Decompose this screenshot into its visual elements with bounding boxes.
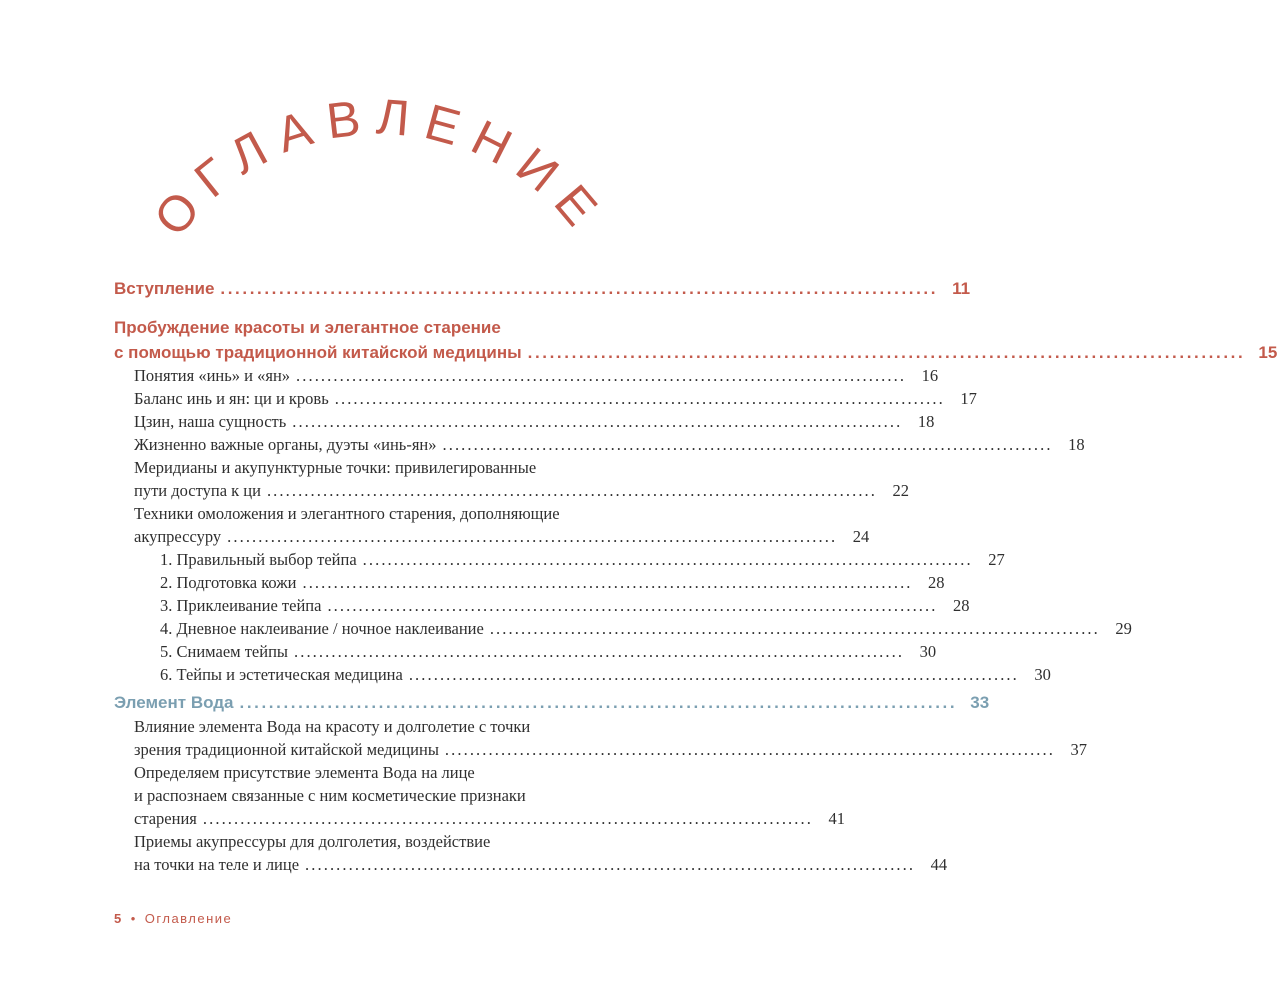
toc-page: 33	[970, 693, 990, 712]
toc-page: 30	[1034, 665, 1051, 684]
toc-leader: ..................................................................................................	[362, 550, 973, 569]
toc-label: Элемент Вода	[114, 693, 234, 712]
toc-item[interactable]	[134, 366, 939, 386]
toc-leader: ..................................................................................................	[334, 389, 945, 408]
toc-leader: ..................................................................................................	[442, 435, 1053, 454]
toc-leader: ..................................................................................................	[327, 596, 938, 615]
toc-item[interactable]	[134, 481, 910, 501]
toc-label: 5. Снимаем тейпы	[160, 642, 288, 661]
toc-section-water[interactable]	[114, 693, 990, 713]
toc-leader: ..................................................................................................	[305, 855, 916, 874]
footer-page-number: 5	[114, 911, 123, 926]
toc-label: Баланс инь и ян: ци и кровь	[134, 389, 329, 408]
toc-label: 4. Дневное наклеивание / ночное наклеивание	[160, 619, 484, 638]
toc-label: Вступление	[114, 279, 215, 298]
page-title	[0, 0, 759, 260]
toc-subitem[interactable]	[160, 596, 970, 616]
toc-label: зрения традиционной китайской медицины	[134, 740, 439, 759]
toc-leader: ..................................................................................................	[527, 343, 1246, 362]
toc-page: 15	[1258, 343, 1277, 362]
toc-label: пути доступа к ци	[134, 481, 261, 500]
toc-leader: ..................................................................................................	[202, 809, 813, 828]
toc-subitem[interactable]	[160, 642, 937, 662]
toc-item-label-line: Техники омоложения и элегантного старения, дополняющие	[134, 504, 560, 523]
toc-label: 3. Приклеивание тейпа	[160, 596, 322, 615]
toc-item-label-line: Определяем присутствие элемента Вода на лице	[134, 763, 475, 782]
toc-item[interactable]	[134, 809, 845, 829]
toc-page: 30	[919, 642, 937, 661]
footer-chapter: Оглавление	[144, 911, 233, 926]
toc-page: 18	[1068, 435, 1085, 454]
toc-page: 29	[1115, 619, 1132, 638]
toc-label: Понятия «инь» и «ян»	[134, 366, 291, 385]
toc-item-label-line: Приемы акупрессуры для долголетия, воздействие	[134, 832, 491, 851]
toc-item-label-line: Влияние элемента Вода на красоту и долголетие с точки	[134, 717, 531, 736]
toc-item-label-line: Меридианы и акупунктурные точки: привилегированные	[134, 458, 537, 477]
toc-page: 22	[892, 481, 910, 500]
toc-leader: ..................................................................................................	[227, 527, 838, 546]
toc-leader: ..................................................................................................	[444, 740, 1055, 759]
toc-page: 16	[921, 366, 939, 385]
toc-page: 24	[852, 527, 870, 546]
toc-item[interactable]	[134, 435, 1085, 455]
toc-subitem[interactable]	[160, 573, 945, 593]
toc-label: с помощью традиционной китайской медицины	[114, 343, 522, 362]
toc-item[interactable]	[134, 855, 948, 875]
footer-separator: •	[130, 911, 137, 926]
toc-label: 6. Тейпы и эстетическая медицина	[160, 665, 403, 684]
toc-item-label-line: и распознаем связанные с ним косметические признаки	[134, 786, 526, 805]
toc-label: 2. Подготовка кожи	[160, 573, 297, 592]
toc-subitem[interactable]	[160, 619, 1132, 639]
toc-label: на точки на теле и лице	[134, 855, 300, 874]
toc-leader: ..................................................................................................	[408, 665, 1019, 684]
toc-page: 37	[1070, 740, 1087, 759]
toc-leader: ..................................................................................................	[239, 693, 958, 712]
toc-label: Цзин, наша сущность	[134, 412, 287, 431]
toc-page: 11	[952, 279, 971, 298]
toc-subitem[interactable]	[160, 665, 1051, 685]
toc-leader: ..................................................................................................	[302, 573, 913, 592]
toc-page: 28	[928, 573, 945, 592]
toc-page: 41	[828, 809, 845, 828]
toc-page: 18	[917, 412, 935, 431]
toc-page: 27	[988, 550, 1005, 569]
toc-label: Жизненно важные органы, дуэты «инь-ян»	[134, 435, 437, 454]
page-title-text: ОГЛАВЛЕНИЕ	[143, 88, 618, 247]
toc-item[interactable]	[134, 740, 1087, 760]
toc-leader: ..................................................................................................	[220, 279, 939, 298]
toc-section-tcm[interactable]	[114, 343, 1277, 363]
toc-label: старения	[134, 809, 197, 828]
toc-page: 44	[930, 855, 948, 874]
toc-leader: ..................................................................................................	[489, 619, 1100, 638]
toc-label: акупрессуру	[134, 527, 222, 546]
toc-subitem[interactable]	[160, 550, 1005, 570]
toc-leader: ..................................................................................................	[266, 481, 878, 500]
toc-leader: ..................................................................................................	[296, 366, 907, 385]
toc-item[interactable]	[134, 527, 870, 547]
toc-section-label-line: Пробуждение красоты и элегантное старение	[114, 318, 501, 337]
toc-page: 28	[953, 596, 970, 615]
toc-section-intro[interactable]	[114, 279, 971, 299]
toc-leader: ..................................................................................................	[294, 642, 905, 661]
page-footer	[114, 911, 232, 926]
toc-label: 1. Правильный выбор тейпа	[160, 550, 357, 569]
toc-item[interactable]	[134, 412, 935, 432]
toc-item[interactable]	[134, 389, 977, 409]
toc-page: 17	[960, 389, 977, 408]
toc-leader: ..................................................................................................	[292, 412, 903, 431]
